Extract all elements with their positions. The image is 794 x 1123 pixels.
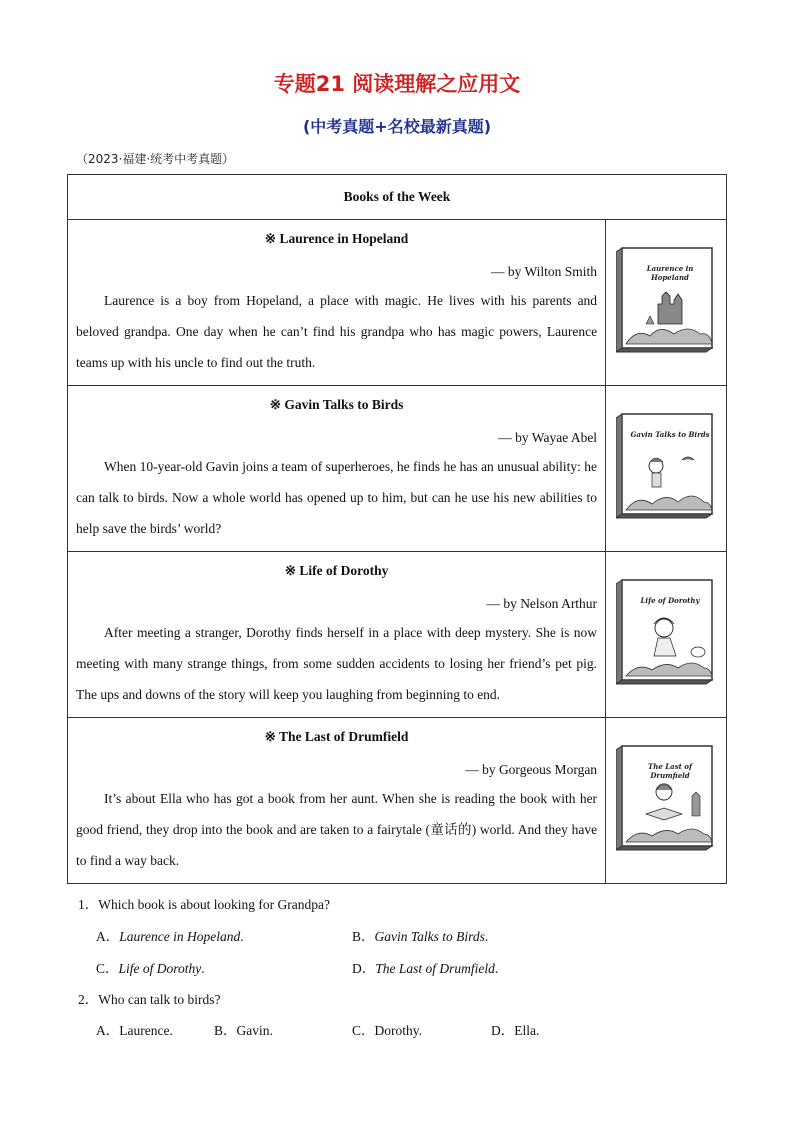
cover-title: Laurence in Hopeland (646, 264, 694, 282)
table-row (68, 718, 727, 884)
question-source: （2023·福建·统考中考真题） (76, 152, 235, 166)
question-2-option-d: D．Ella. (491, 1023, 540, 1038)
table-row (68, 552, 727, 718)
books-table (67, 174, 727, 884)
question-1-option-c: C．Life of Dorothy. (96, 961, 205, 976)
question-2-option-b: B．Gavin. (214, 1023, 273, 1038)
table-row (68, 386, 727, 552)
question-1-option-b: B．Gavin Talks to Birds. (352, 929, 489, 944)
castle-illustration (616, 244, 716, 356)
question-1-option-d: D．The Last of Drumfield. (352, 961, 499, 976)
book-cover (616, 410, 716, 522)
question-2-stem: 2．Who can talk to birds? (78, 992, 221, 1007)
cover-title: Gavin Talks to Birds (630, 430, 710, 439)
page-title: 专题21 阅读理解之应用文 (273, 72, 521, 96)
book-title: ※ Life of Dorothy (284, 563, 389, 578)
question-2-option-a: A．Laurence. (96, 1023, 173, 1038)
book-description: Laurence is a boy from Hopeland, a place with magic. He lives with his parents and beloved grandpa. One day when he can’t find his grandpa who has magic powers, Laurence teams up with his uncle to find out the truth. (76, 293, 598, 370)
cover-title: Life of Dorothy (640, 596, 700, 605)
book-description: When 10-year-old Gavin joins a team of superheroes, he finds he has an unusual ability: he can talk to birds. Now a whole world has opened up to him, but can he use his new abilities to help save the birds’ world? (76, 459, 598, 536)
book-author: — by Gorgeous Morgan (465, 762, 598, 777)
table-heading: Books of the Week (68, 175, 727, 220)
book-title: ※ The Last of Drumfield (264, 729, 409, 744)
book-cover (616, 742, 716, 854)
girl-and-pig-illustration (616, 576, 716, 688)
book-author: — by Nelson Arthur (486, 596, 598, 611)
book-author: — by Wilton Smith (490, 264, 598, 279)
book-title: ※ Gavin Talks to Birds (269, 397, 404, 412)
girl-on-book-illustration (616, 742, 716, 854)
book-title: ※ Laurence in Hopeland (264, 231, 409, 246)
cover-title: The Last of Drumfield (648, 762, 692, 780)
book-description: After meeting a stranger, Dorothy finds herself in a place with deep mystery. She is now meeting with many strange things, from some sudden accidents to losing her friend’s pet pig. The ups and downs of the story will keep you laughing from beginning to end. (76, 625, 598, 702)
book-cover (616, 576, 716, 688)
table-row (68, 220, 727, 386)
book-author: — by Wayae Abel (498, 430, 598, 445)
question-1-option-a: A．Laurence in Hopeland. (96, 929, 244, 944)
page-subtitle: (中考真题+名校最新真题) (302, 117, 492, 136)
question-1-stem: 1．Which book is about looking for Grandpa? (78, 897, 330, 912)
book-cover (616, 244, 716, 356)
boy-and-bird-illustration (616, 410, 716, 522)
book-description: It’s about Ella who has got a book from her aunt. When she is reading the book with her good friend, they drop into the book and are taken to a fairytale (童话的) world. And they have to find a way back. (76, 791, 598, 868)
question-2-option-c: C．Dorothy. (352, 1023, 423, 1038)
